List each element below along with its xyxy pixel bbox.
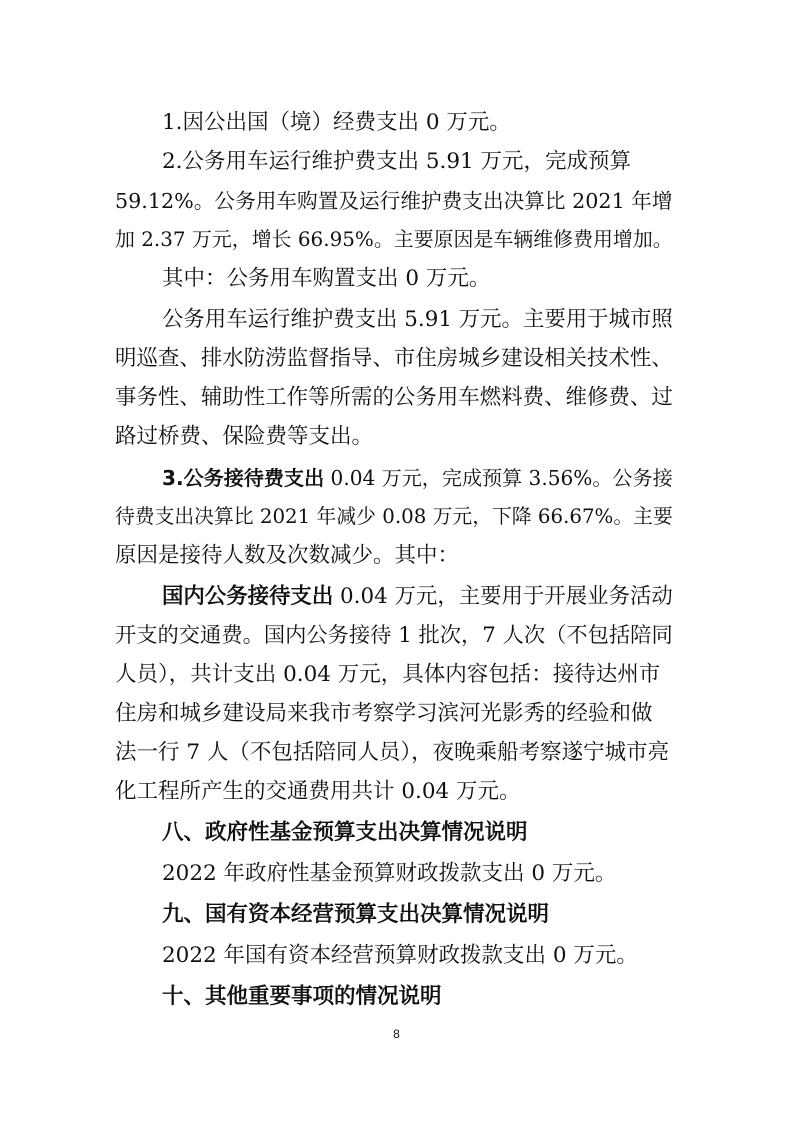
paragraph-domestic-reception-line-1 bbox=[0, 582, 793, 612]
paragraph-vehicle-line-1: 2.公务用车运行维护费支出 5.91 万元，完成预算 bbox=[162, 149, 632, 174]
paragraph-vehicle-line-3: 加 2.37 万元，增长 66.95%。主要原因是车辆维修费用增加。 bbox=[115, 228, 673, 251]
paragraph-vehicle-maintenance-line-3: 事务性、辅助性工作等所需的公务用车燃料费、维修费、过 bbox=[115, 385, 673, 410]
paragraph-reception-line-3: 原因是接待人数及次数减少。其中： bbox=[115, 543, 460, 568]
reception-line-1-text: 0.04 万元，完成预算 3.56%。公务接 bbox=[324, 466, 673, 490]
paragraph-public-travel: 1.因公出国（境）经费支出 0 万元。 bbox=[162, 110, 511, 135]
paragraph-reception-line-1 bbox=[0, 463, 793, 493]
domestic-reception-heading: 国内公务接待支出 bbox=[162, 584, 334, 609]
reception-heading: 3.公务接待费支出 bbox=[162, 466, 325, 490]
paragraph-domestic-reception-line-2: 开支的交通费。国内公务接待 1 批次，7 人次（不包括陪同 bbox=[115, 623, 673, 648]
paragraph-vehicle-line-2: 59.12%。公务用车购置及运行维护费支出决算比 2021 年增 bbox=[115, 189, 673, 213]
paragraph-state-capital: 2022 年国有资本经营预算财政拨款支出 0 万元。 bbox=[162, 943, 638, 968]
paragraph-domestic-reception-line-4: 住房和城乡建设局来我市考察学习滨河光影秀的经验和做 bbox=[115, 701, 653, 726]
section-heading-8: 八、政府性基金预算支出决算情况说明 bbox=[162, 820, 528, 845]
paragraph-reception-line-2: 待费支出决算比 2021 年减少 0.08 万元，下降 66.67%。主要 bbox=[115, 505, 673, 528]
paragraph-vehicle-maintenance-line-4: 路过桥费、保险费等支出。 bbox=[115, 424, 374, 449]
paragraph-vehicle-maintenance-line-2: 明巡查、排水防涝监督指导、市住房城乡建设相关技术性、 bbox=[115, 346, 673, 371]
section-heading-9: 九、国有资本经营预算支出决算情况说明 bbox=[162, 902, 550, 927]
paragraph-domestic-reception-line-6: 化工程所产生的交通费用共计 0.04 万元。 bbox=[115, 779, 521, 804]
paragraph-domestic-reception-line-5: 法一行 7 人（不包括陪同人员），夜晚乘船考察遂宁城市亮 bbox=[115, 740, 670, 765]
paragraph-vehicle-purchase: 其中：公务用车购置支出 0 万元。 bbox=[162, 266, 491, 291]
paragraph-vehicle-maintenance-line-1: 公务用车运行维护费支出 5.91 万元。主要用于城市照 bbox=[162, 307, 673, 332]
paragraph-government-fund: 2022 年政府性基金预算财政拨款支出 0 万元。 bbox=[162, 861, 617, 886]
section-heading-10: 十、其他重要事项的情况说明 bbox=[162, 984, 442, 1009]
paragraph-domestic-reception-line-3: 人员），共计支出 0.04 万元，具体内容包括：接待达州市 bbox=[115, 662, 661, 687]
page-number: 8 bbox=[393, 1027, 400, 1041]
domestic-reception-line-1-text: 0.04 万元，主要用于开展业务活动 bbox=[333, 584, 673, 609]
